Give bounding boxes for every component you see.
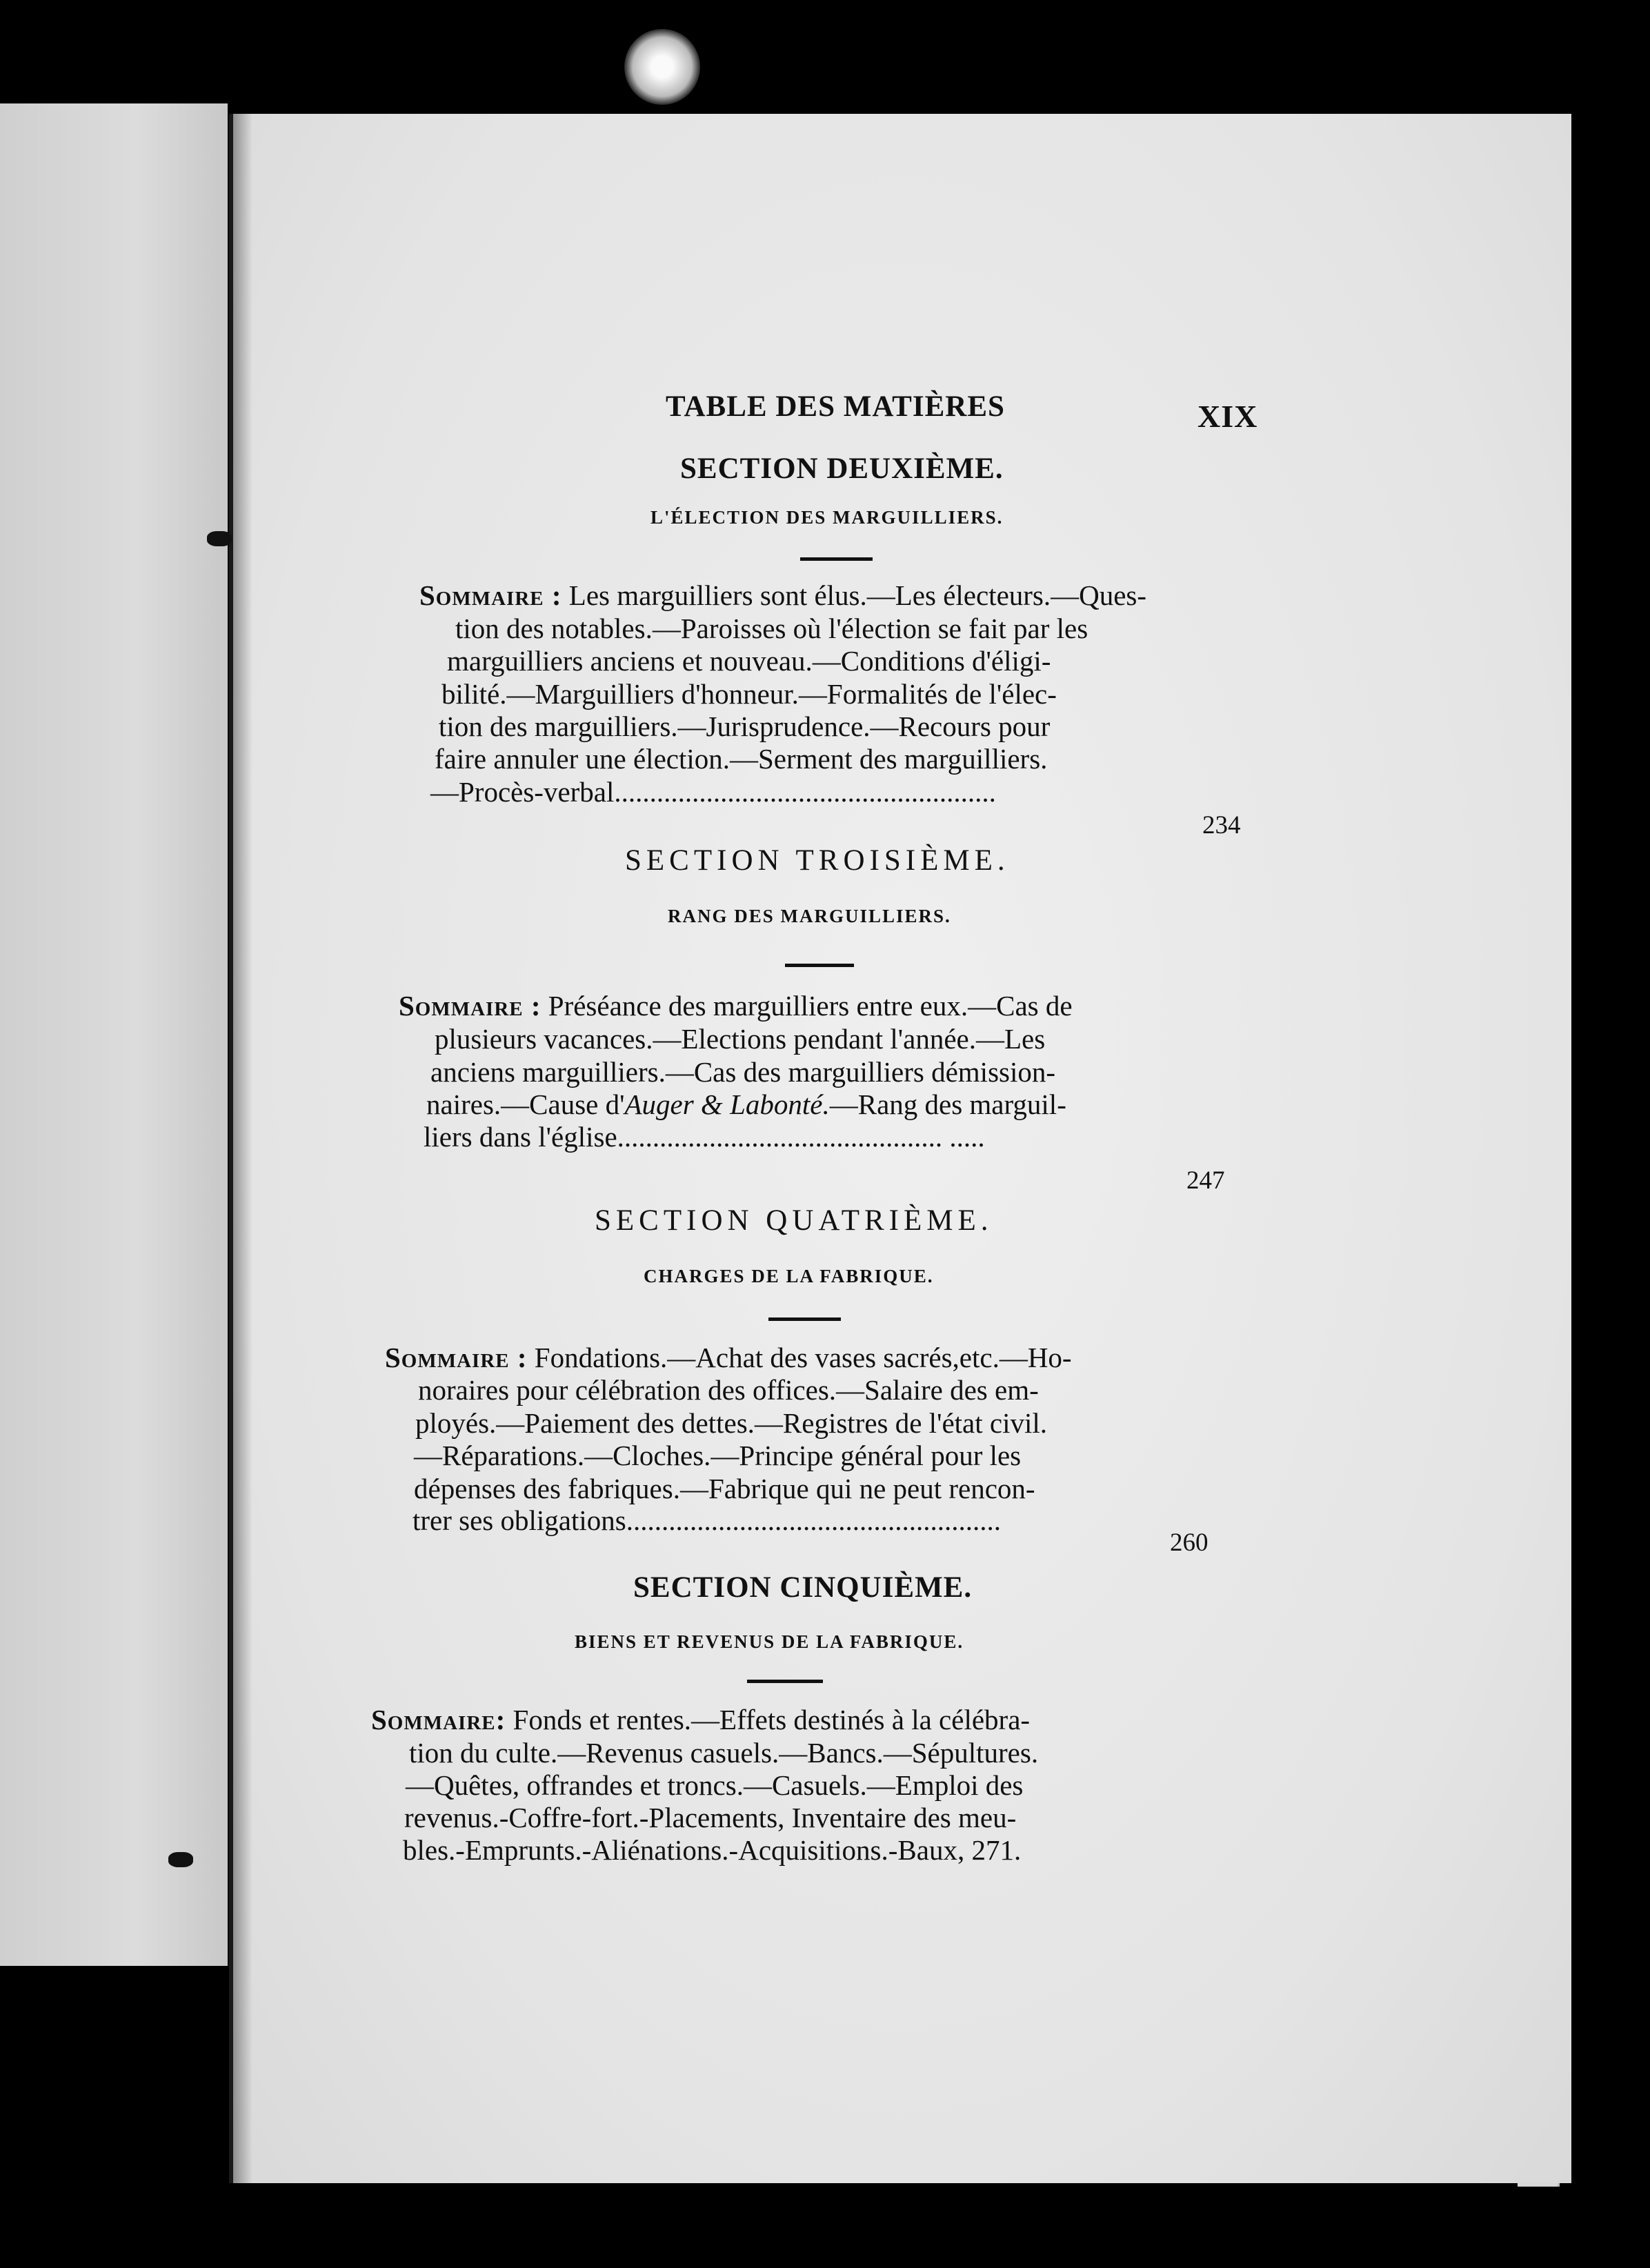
binding-shadow (233, 114, 252, 2183)
section-rule (785, 964, 854, 967)
sommaire-text: —Rang des marguil- (829, 1088, 1066, 1120)
section-subtitle: RANG DES MARGUILLIERS. (668, 906, 951, 926)
sommaire-text: naires.—Cause d' (426, 1088, 625, 1120)
sommaire-line: —Procès-verbal...................................................... (430, 776, 996, 808)
sommaire-text: Fonds et rentes.—Effets destinés à la célébra- (513, 1704, 1031, 1735)
section-heading: SECTION TROISIÈME. (625, 844, 1010, 877)
sommaire-line: faire annuler une élection.—Serment des marguilliers. (435, 743, 1048, 775)
section-rule (768, 1317, 841, 1321)
sommaire-line (419, 579, 1146, 611)
sommaire-line: ployés.—Paiement des dettes.—Registres de l'état civil. (415, 1407, 1048, 1439)
paper-blemish (624, 29, 700, 105)
sommaire-line: tion des marguilliers.—Jurisprudence.—Recours pour (439, 710, 1051, 742)
sommaire-line: —Quêtes, offrandes et troncs.—Casuels.—Emploi des (406, 1769, 1024, 1801)
sommaire-line: bles.-Emprunts.-Aliénations.-Acquisitions.-Baux, 271. (403, 1834, 1022, 1866)
binding-stitch (168, 1852, 193, 1867)
sommaire-line: —Réparations.—Cloches.—Principe général pour les (414, 1440, 1022, 1471)
sommaire-line: noraires pour célébration des offices.—Salaire des em- (418, 1374, 1039, 1406)
running-head-title: TABLE DES MATIÈRES (666, 390, 1005, 423)
section-subtitle: BIENS ET REVENUS DE LA FABRIQUE. (575, 1631, 964, 1652)
sommaire-line (385, 1342, 1072, 1373)
sommaire-text: Fondations.—Achat des vases sacrés,etc.—Ho- (534, 1342, 1072, 1373)
book-page (229, 114, 1571, 2183)
sommaire-label: Sommaire : (399, 990, 541, 1022)
sommaire-text: Préséance des marguilliers entre eux.—Cas de (548, 990, 1073, 1022)
sommaire-line: anciens marguilliers.—Cas des marguilliers démission- (430, 1056, 1056, 1088)
sommaire-label: Sommaire: (371, 1704, 506, 1735)
page-reference: 260 (1170, 1529, 1209, 1557)
previous-page-edge (0, 103, 228, 1966)
sommaire-line (426, 1088, 1066, 1120)
sommaire-line: plusieurs vacances.—Elections pendant l'année.—Les (435, 1023, 1046, 1055)
sommaire-line: revenus.-Coffre-fort.-Placements, Inventaire des meu- (404, 1802, 1017, 1833)
sommaire-line: bilité.—Marguilliers d'honneur.—Formalités de l'élec- (441, 678, 1057, 710)
binding-stitch (207, 531, 232, 546)
sommaire-line: liers dans l'église.............................................. ..... (424, 1121, 985, 1153)
page-reference: 247 (1186, 1166, 1225, 1195)
section-subtitle: CHARGES DE LA FABRIQUE. (644, 1266, 934, 1286)
section-subtitle: L'ÉLECTION DES MARGUILLIERS. (650, 507, 1004, 528)
sommaire-line (399, 990, 1073, 1022)
sommaire-line (371, 1704, 1030, 1735)
case-name: Auger & Labonté. (624, 1088, 830, 1120)
sommaire-line: tion des notables.—Paroisses où l'élection se fait par les (455, 613, 1089, 644)
sommaire-line: dépenses des fabriques.—Fabrique qui ne peut rencon- (414, 1473, 1035, 1504)
sommaire-line: marguilliers anciens et nouveau.—Conditions d'éligi- (447, 645, 1051, 677)
section-rule (747, 1680, 823, 1683)
sommaire-text: Les marguilliers sont élus.—Les électeurs.—Ques- (568, 579, 1147, 611)
folio-number: XIX (1197, 399, 1258, 434)
section-heading: SECTION CINQUIÈME. (633, 1571, 973, 1604)
section-heading: SECTION DEUXIÈME. (680, 452, 1004, 485)
sommaire-line: tion du culte.—Revenus casuels.—Bancs.—Sépultures. (409, 1737, 1039, 1769)
sommaire-label: Sommaire : (385, 1342, 528, 1373)
sommaire-label: Sommaire : (419, 579, 562, 611)
section-heading: SECTION QUATRIÈME. (595, 1204, 993, 1237)
sommaire-line: trer ses obligations..................................................... (412, 1504, 1001, 1536)
section-rule (800, 557, 873, 561)
page-reference: 234 (1202, 811, 1241, 839)
